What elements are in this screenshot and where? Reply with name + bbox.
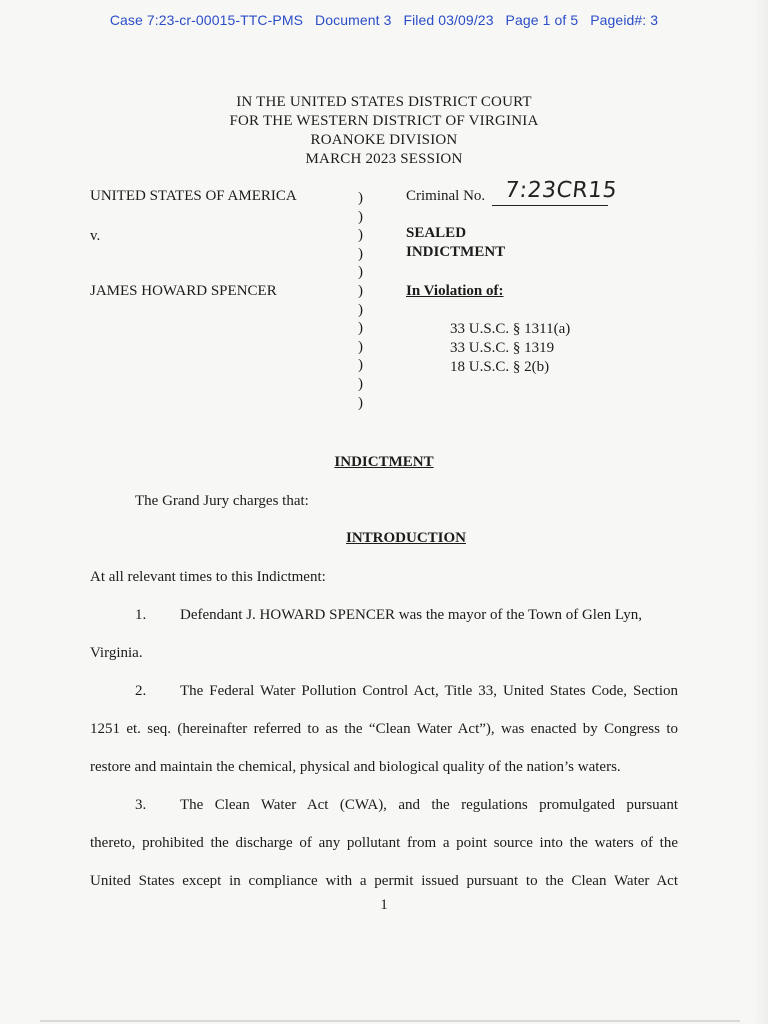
- caption-paren: ): [358, 208, 363, 225]
- paragraph-2-line: The Federal Water Pollution Control Act, Title 33, United States Code, Section: [180, 683, 678, 699]
- sealed-indictment-label: INDICTMENT: [406, 244, 506, 260]
- defendant-name: JAMES HOWARD SPENCER: [90, 283, 277, 299]
- caption-paren: ): [358, 264, 363, 281]
- versus-label: v.: [90, 228, 101, 244]
- introduction-heading: INTRODUCTION: [345, 530, 466, 546]
- paragraph-1-line: Virginia.: [90, 645, 143, 661]
- statute-item: 33 U.S.C. § 1319: [450, 340, 555, 356]
- ecf-header-stamp: Case 7:23-cr-00015-TTC-PMS Document 3 Filed 03/09/23 Page 1 of 5 Pageid#: 3: [109, 12, 659, 28]
- plaintiff-name: UNITED STATES OF AMERICA: [90, 188, 297, 204]
- caption-paren: ): [358, 357, 363, 374]
- relevant-times: At all relevant times to this Indictment:: [90, 569, 326, 585]
- statute-item: 33 U.S.C. § 1311(a): [450, 321, 571, 337]
- criminal-no-label: Criminal No.: [406, 188, 486, 204]
- court-heading: [0, 93, 768, 169]
- court-line-2: FOR THE WESTERN DISTRICT OF VIRGINIA: [229, 113, 539, 129]
- scan-edge-shadow: [754, 0, 768, 1024]
- caption-paren: ): [358, 227, 363, 244]
- paragraph-3-line: thereto, prohibited the discharge of any pollutant from a point source into the waters of the: [90, 835, 678, 851]
- paragraph-2-line: 1251 et. seq. (hereinafter referred to as the “Clean Water Act”), was enacted by Congress to: [90, 721, 678, 737]
- statute-list: [450, 320, 570, 377]
- caption-paren: ): [358, 282, 363, 299]
- paragraph-2-number: 2.: [135, 683, 147, 699]
- caption-paren: ): [358, 394, 363, 411]
- paragraph-3-line: United States except in compliance with a permit issued pursuant to the Clean Water Act: [90, 873, 678, 889]
- caption-paren: ): [358, 320, 363, 337]
- court-line-1: IN THE UNITED STATES DISTRICT COURT: [236, 94, 532, 110]
- paragraph-1-number: 1.: [135, 607, 147, 623]
- court-line-3: ROANOKE DIVISION: [310, 132, 458, 148]
- paragraph-3-number: 3.: [135, 797, 147, 813]
- page-number: 1: [380, 897, 388, 913]
- grand-jury-charges: The Grand Jury charges that:: [135, 493, 309, 509]
- criminal-no-handwritten: 7:23CR15: [503, 178, 619, 203]
- scan-bottom-edge: [40, 1020, 740, 1022]
- caption-paren: ): [358, 338, 363, 355]
- caption-paren: ): [358, 301, 363, 318]
- sealed-label: SEALED: [406, 225, 467, 241]
- violation-label: In Violation of:: [406, 283, 504, 299]
- paragraph-1-line: Defendant J. HOWARD SPENCER was the mayor of the Town of Glen Lyn,: [180, 607, 642, 623]
- caption-paren: ): [358, 190, 363, 206]
- caption-paren: ): [358, 245, 363, 262]
- court-line-4: MARCH 2023 SESSION: [305, 151, 463, 167]
- paragraph-3-line: The Clean Water Act (CWA), and the regulations promulgated pursuant: [180, 797, 678, 813]
- caption-paren: ): [358, 375, 363, 392]
- statute-item: 18 U.S.C. § 2(b): [450, 359, 550, 375]
- criminal-no-blank: [492, 205, 608, 206]
- caption-divider: [358, 189, 363, 412]
- indictment-heading: INDICTMENT: [334, 454, 434, 470]
- paragraph-2-line: restore and maintain the chemical, physical and biological quality of the nation’s waters.: [90, 759, 621, 775]
